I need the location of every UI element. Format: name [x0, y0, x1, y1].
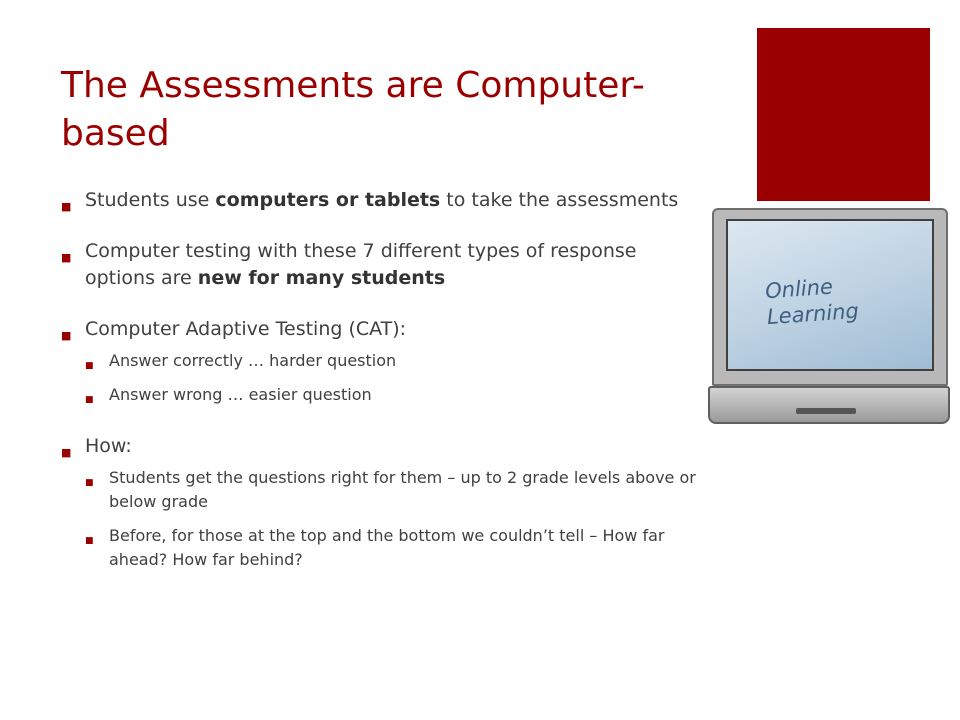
square-bullet-icon: ■	[61, 446, 72, 459]
sub-bullet-item	[61, 383, 701, 407]
bullet-text: Computer Adaptive Testing (CAT):	[85, 318, 407, 340]
bullet-item	[61, 316, 701, 343]
sub-bullet-item	[61, 349, 701, 373]
bullet-text: Students get the questions right for them – up to 2 grade levels above or below grade	[109, 468, 696, 511]
laptop-base	[708, 386, 950, 424]
bullet-item	[61, 433, 701, 460]
sub-bullet-item	[61, 524, 701, 572]
bullet-text-bold: new for many students	[197, 267, 446, 289]
slide-title: The Assessments are Computer-based	[61, 65, 645, 154]
laptop-slot	[796, 408, 856, 414]
bullet-text: Students use	[85, 189, 216, 211]
square-bullet-icon: ■	[85, 395, 94, 405]
square-bullet-icon: ■	[85, 361, 94, 371]
bullet-text: How:	[85, 435, 132, 457]
square-bullet-icon: ■	[61, 251, 72, 264]
bullet-item	[61, 187, 701, 214]
laptop-screen-frame	[712, 208, 948, 386]
laptop-icon	[712, 208, 950, 426]
bullet-text: Before, for those at the top and the bottom we couldn’t tell – How far ahead? How far behind?	[109, 526, 665, 569]
laptop-screen	[726, 219, 934, 371]
square-bullet-icon: ■	[85, 536, 94, 546]
screen-caption	[764, 272, 859, 330]
bullet-text: to take the assessments	[440, 189, 679, 211]
bullet-text: Answer correctly … harder question	[109, 351, 397, 370]
bullet-text: Answer wrong … easier question	[109, 385, 372, 404]
bullet-list	[61, 187, 701, 572]
bullet-text-bold: computers or tablets	[215, 189, 441, 211]
square-bullet-icon: ■	[85, 478, 94, 488]
bullet-item	[61, 238, 701, 292]
screen-caption-line: Online	[764, 274, 834, 304]
bullet-text: Computer testing with these 7 different types of response options are	[85, 240, 637, 289]
square-bullet-icon: ■	[61, 329, 72, 342]
sub-bullet-item	[61, 466, 701, 514]
accent-block	[757, 28, 930, 201]
screen-caption-line: Learning	[766, 298, 860, 330]
square-bullet-icon: ■	[61, 200, 72, 213]
